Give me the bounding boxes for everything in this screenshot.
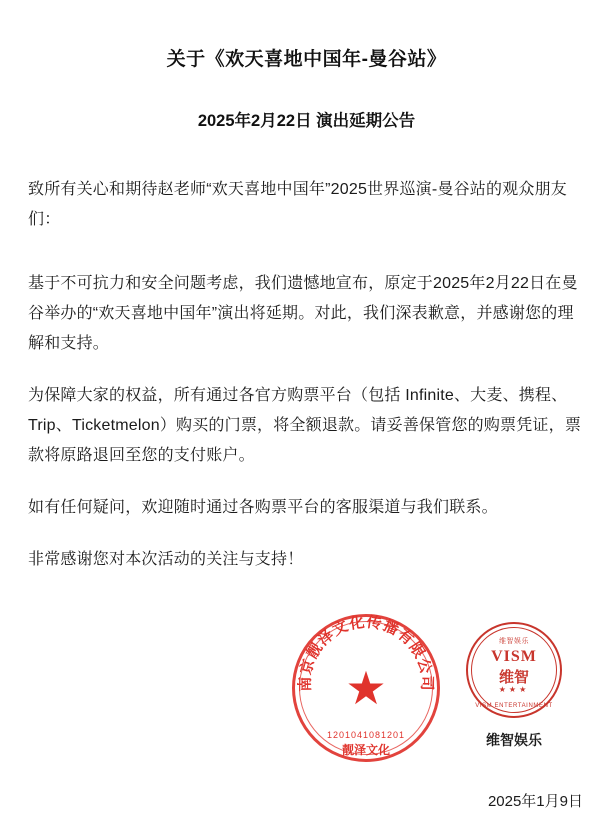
paragraph-thanks: 非常感谢您对本次活动的关注与支持！	[28, 551, 304, 568]
document-body	[28, 131, 585, 575]
star-icon: ★	[345, 662, 387, 714]
document-subtitle: 2025年2月22日 演出延期公告	[197, 112, 416, 130]
vism-stars-icon: ★★★	[498, 685, 530, 694]
seal-area	[0, 614, 613, 774]
seal-code: 1201041081201	[326, 730, 406, 740]
vism-company-label: 维智娱乐	[486, 732, 542, 748]
vism-seal-stamp	[466, 622, 562, 718]
vism-bottom-en: VISM ENTERTAINMENT	[475, 703, 553, 709]
seal-arc-label: 南京靓泽文化传播有限公司	[297, 614, 435, 692]
paragraph-refund: 为保障大家的权益，所有通过各官方购票平台（包括 Infinite、大麦、携程、Trip、Ticketmelon）购买的门票，将全额退款。请妥善保管您的购票凭证，票款将原路退回至您的支付账户。	[28, 387, 582, 464]
paragraph-postponement: 基于不可抗力和安全问题考虑，我们遗憾地宣布，原定于2025年2月22日在曼谷举办的“欢天喜地中国年”演出将延期。对此，我们深表歉意，并感谢您的理解和支持。	[28, 275, 578, 352]
paragraph-contact: 如有任何疑问，欢迎随时通过各购票平台的客服渠道与我们联系。	[28, 499, 498, 516]
vism-main-en: VISM	[491, 648, 537, 665]
vism-main-cn: 维智	[498, 669, 529, 686]
vism-top-text: 维智娱乐	[499, 638, 529, 645]
document-title: 关于《欢天喜地中国年-曼谷站》	[166, 49, 447, 70]
paragraph-salutation: 致所有关心和期待赵老师“欢天喜地中国年”2025世界巡演-曼谷站的观众朋友们：	[28, 181, 567, 228]
document-date: 2025年1月9日	[487, 793, 583, 810]
company-seal-stamp	[292, 614, 440, 762]
seal-bottom-label: 靓泽文化	[341, 743, 390, 757]
